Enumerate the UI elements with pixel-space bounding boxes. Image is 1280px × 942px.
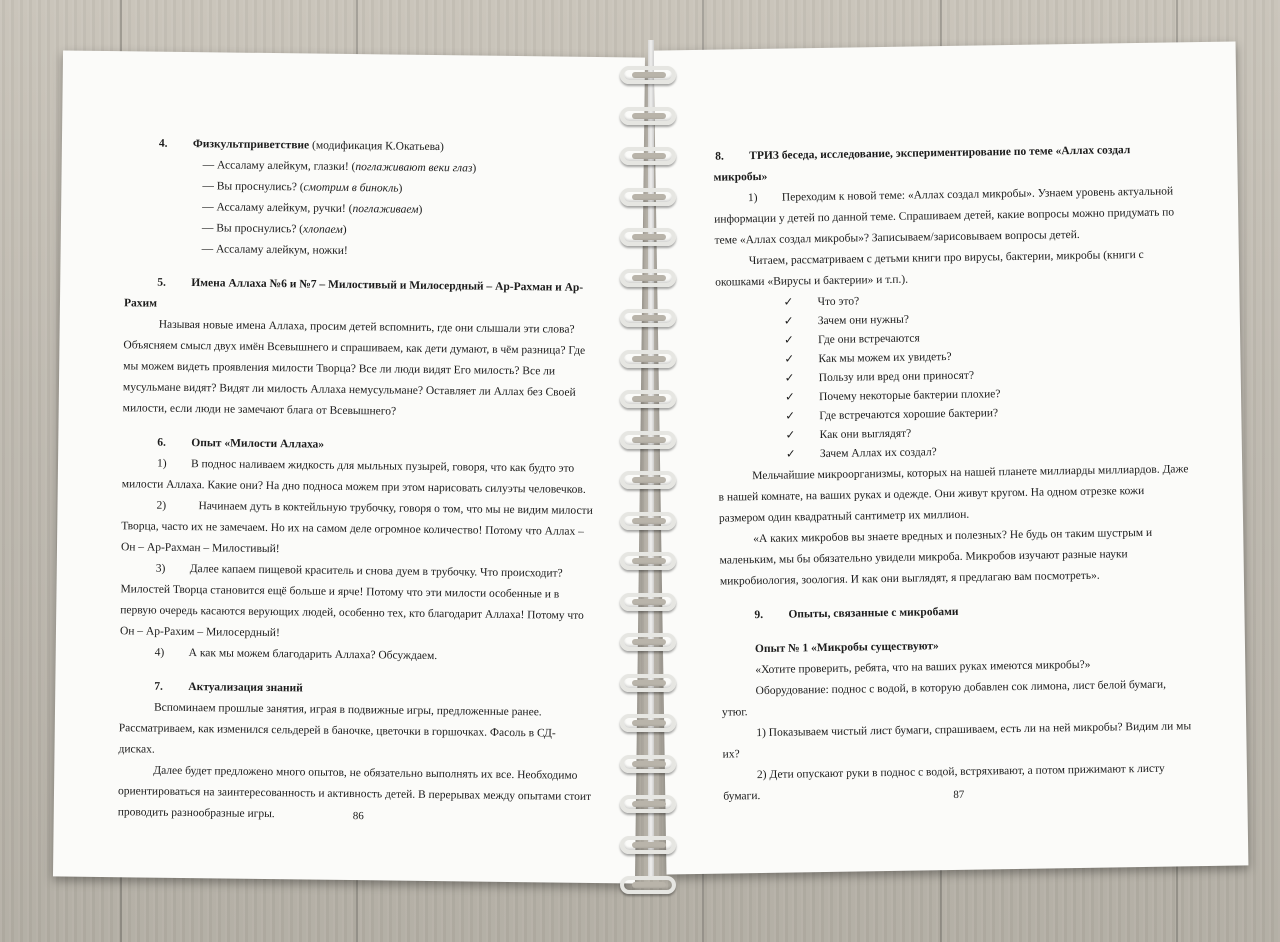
text-line <box>719 506 970 529</box>
binding-ring <box>612 265 684 291</box>
text-span: окошками «Вирусы и бактерии» и т.п.). <box>715 273 909 289</box>
text-span: мусульмане видят? Видят ли милость Аллаха немусульмане? Оставляет ли Аллах без Своей <box>122 381 576 399</box>
text-line <box>121 538 280 559</box>
ring-coil <box>620 836 676 854</box>
text-span: теме «Аллах создал микробы»? Записываем/зарисовываем вопросы детей. <box>714 228 1080 247</box>
text-line <box>155 644 165 663</box>
spiral-binding <box>612 40 692 880</box>
text-line <box>119 719 556 743</box>
text-span: «А каких микробов вы знаете вредных и полезных? Не будь он таким шустрым и <box>753 526 1153 546</box>
text-span: ТРИЗ беседа, исследование, экспериментирование по теме «Аллах создал <box>749 144 1131 163</box>
binding-ring <box>612 386 684 412</box>
ring-coil <box>620 552 676 570</box>
text-span: Имена Аллаха №6 и №7 – Милостивый и Милосердный – Ар-Рахман и Ар- <box>191 277 584 294</box>
text-span: ✓ <box>784 391 795 404</box>
text-line <box>124 294 157 313</box>
text-line <box>785 369 795 388</box>
text-line <box>817 292 859 312</box>
ring-coil <box>620 714 676 732</box>
text-span: бумаги. <box>723 790 761 803</box>
binding-ring <box>612 710 684 736</box>
text-line <box>755 637 939 659</box>
text-line <box>819 367 975 388</box>
text-span: 2) <box>156 499 167 512</box>
text-line <box>190 560 563 584</box>
binding-ring <box>612 305 684 331</box>
text-span: Милостей Творца становится ещё больше и ярче! Потому что эти милости особенные и в <box>120 583 560 601</box>
text-span: поглаживаем <box>352 203 419 216</box>
text-line <box>818 311 909 331</box>
text-line <box>202 219 347 240</box>
text-line <box>820 443 937 464</box>
text-span: 2) Дети опускают руки в поднос с водой, встряхивают, а потом прижимают к листу <box>756 762 1165 782</box>
text-span: ✓ <box>784 334 794 347</box>
text-span: — Ассаламу алейкум, глазки! ( <box>202 159 356 174</box>
text-span: 4. <box>158 137 168 150</box>
text-span: Где встречаются хорошие бактерии? <box>819 407 999 423</box>
text-span: Вспоминаем прошлые занятия, играя в подвижные игры, предложенные ранее. <box>153 701 542 719</box>
text-span: Опыт № 1 «Микробы существуют» <box>754 640 939 656</box>
text-line <box>120 580 559 604</box>
text-line <box>818 329 920 350</box>
text-span: 9. <box>754 608 764 622</box>
text-line <box>722 745 739 764</box>
text-line <box>784 312 794 331</box>
text-span: Творца, часто их не замечаем. Но их на самом деле огромное количество! Потому что Аллах – <box>121 520 585 538</box>
text-line <box>786 445 796 464</box>
text-line <box>159 316 575 340</box>
text-span: 7. <box>154 680 163 693</box>
text-line <box>202 177 402 198</box>
binding-ring <box>612 508 684 534</box>
text-line <box>784 331 794 350</box>
text-line <box>788 603 958 625</box>
text-span: хлопаем <box>302 223 343 236</box>
text-span: ориентироваться на заинтересованность и активность детей. В перерывах между опытами стоит <box>117 785 592 803</box>
binding-ring <box>612 103 684 129</box>
text-span: 4) <box>154 646 165 659</box>
text-span: смотрим в бинокль <box>303 181 399 195</box>
ring-coil <box>620 309 676 327</box>
text-line <box>748 189 758 208</box>
text-span: ✓ <box>785 429 796 442</box>
text-span: мы можем видеть проявления милости Творца? Все ли люди видят Его милость? Все ли <box>123 360 556 378</box>
text-span: Где они встречаются <box>818 332 920 347</box>
text-span: Зачем Аллах их создал? <box>819 446 937 461</box>
text-span: Опыты, связанные с микробами <box>788 605 959 621</box>
text-line <box>785 426 795 445</box>
text-span: 1) <box>747 192 758 205</box>
text-span: Пользу или вред они приносят? <box>818 369 975 385</box>
ring-coil <box>620 269 676 287</box>
text-span: размером один квадратный сантиметр их миллион. <box>718 508 970 525</box>
binding-ring <box>612 184 684 210</box>
text-span: Актуализация знаний <box>188 681 303 695</box>
ring-coil <box>620 390 676 408</box>
text-span: — Ассаламу алейкум, ножки! <box>201 243 348 257</box>
text-line <box>819 404 998 426</box>
text-line <box>784 350 794 369</box>
text-span: Как мы можем их увидеть? <box>818 350 952 366</box>
text-span: 1) Показываем чистый лист бумаги, спрашиваем, есть ли на ней микробы? Видим ли мы <box>756 720 1192 740</box>
ring-coil <box>620 147 676 165</box>
text-line <box>154 678 163 697</box>
text-line <box>755 676 1166 701</box>
text-span: ✓ <box>785 410 796 423</box>
ring-coil <box>620 107 676 125</box>
text-span: Рассматриваем, как изменился сельдерей в баночке, цветочки в горшочках. Фасоль в СД- <box>118 722 556 740</box>
text-line <box>757 760 1165 785</box>
text-line <box>191 274 583 298</box>
text-span: Оборудование: поднос с водой, в которую добавлен сок лимона, лист белой бумаги, <box>755 678 1167 698</box>
binding-ring <box>612 62 684 88</box>
text-span: 8. <box>715 150 724 163</box>
text-span: Объясняем смысл двух имён Всевышнего и спрашиваем, как дети думают, в чём разница? Где <box>123 339 586 357</box>
text-line <box>715 271 908 293</box>
text-span: Далее капаем пищевой краситель и снова дуем в трубочку. Что происходит? <box>189 563 563 580</box>
text-span: Начинаем дуть в коктейльную трубочку, говоря о том, что мы не видим милости <box>198 500 593 517</box>
text-line <box>722 703 748 722</box>
text-span: в нашей комнате, на ваших руках и одежде. Они живут кругом. На одном отрезке кожи <box>718 484 1145 504</box>
text-span: Опыт «Милости Аллаха» <box>191 437 325 451</box>
binding-ring <box>612 467 684 493</box>
text-span: Далее будет предложено много опытов, не обязательно выполнять их все. Необходимо <box>153 764 578 782</box>
text-line <box>755 656 1090 680</box>
text-line <box>191 455 574 479</box>
binding-ring <box>612 629 684 655</box>
text-span: Он – Ар-Рахман – Милостивый! <box>120 541 280 556</box>
ring-coil <box>620 876 676 894</box>
text-span: — Ассаламу алейкум, ручки! ( <box>202 201 353 216</box>
text-line <box>154 699 542 723</box>
text-span: ) <box>472 162 477 175</box>
text-line <box>118 803 275 824</box>
ring-coil <box>620 674 676 692</box>
ring-coil <box>620 66 676 84</box>
binding-ring <box>612 872 684 898</box>
text-span: маленьким, мы бы обязательно увидели микроба. Микробов изучают разные науки <box>719 548 1128 567</box>
ring-coil <box>620 633 676 651</box>
text-span: ) <box>398 182 403 195</box>
binding-ring <box>612 224 684 250</box>
text-span: утюг. <box>721 706 748 719</box>
text-span: (модификация К.Окатьева) <box>309 139 444 154</box>
text-span: микробиология, зоология. И как они выглядят, я предлагаю вам посмотреть». <box>719 569 1100 588</box>
text-line <box>749 246 1144 271</box>
text-span: Рахим <box>123 297 158 310</box>
text-span: ) <box>342 223 347 236</box>
ring-coil <box>620 350 676 368</box>
text-span: Он – Ар-Рахим – Милосердный! <box>119 625 280 640</box>
ring-coil <box>620 755 676 773</box>
binding-ring <box>612 346 684 372</box>
text-span: микробы» <box>713 170 768 184</box>
text-line <box>189 644 438 666</box>
text-line <box>157 455 167 474</box>
binding-ring <box>612 143 684 169</box>
text-line <box>720 567 1100 592</box>
text-span: дисках. <box>118 743 155 756</box>
ring-coil <box>620 593 676 611</box>
text-span: ) <box>418 203 423 216</box>
text-line <box>191 434 324 455</box>
text-span: ✓ <box>784 353 795 366</box>
text-span: Как они выглядят? <box>819 427 912 442</box>
text-line <box>157 274 166 293</box>
text-span: Мельчайшие микроорганизмы, которых на нашей планете миллиарды миллиардов. Даже <box>752 463 1189 483</box>
ring-coil <box>620 512 676 530</box>
text-line <box>715 148 724 167</box>
text-span: Называя новые имена Аллаха, просим детей вспомнить, где они слышали эти слова? <box>158 318 575 336</box>
text-line <box>123 357 555 381</box>
ring-coil <box>620 431 676 449</box>
text-span: первую очередь касаются верующих людей, особенно тех, кто благодарит Аллаха! Потому что <box>120 604 584 622</box>
text-span: милости, если люди не замечают блага от Всевышнего? <box>122 402 397 418</box>
text-span: ✓ <box>785 448 796 461</box>
text-span: 5. <box>157 276 166 289</box>
binding-ring <box>612 548 684 574</box>
text-span: 3) <box>155 562 166 575</box>
ring-coil <box>620 228 676 246</box>
text-span: Почему некоторые бактерии плохие? <box>818 388 1001 404</box>
text-span: милости Аллаха. Какие они? На дно подноса можем при этом нарисовать силуэты человечков. <box>121 478 586 496</box>
text-span: информации у детей по данной теме. Спрашиваем детей, какие вопросы можно придумать по <box>714 206 1175 226</box>
text-span: Зачем они нужны? <box>817 313 909 328</box>
text-span: ✓ <box>784 372 795 385</box>
text-line <box>756 717 1191 743</box>
text-line <box>785 388 795 407</box>
text-line <box>203 156 477 178</box>
text-line <box>188 678 303 698</box>
text-span: 1) <box>156 457 167 470</box>
binding-ring <box>612 670 684 696</box>
text-line <box>120 622 280 643</box>
text-span: ✓ <box>783 315 794 328</box>
text-span: поглаживают веки глаз <box>355 161 473 175</box>
text-line <box>153 762 577 786</box>
text-line <box>157 434 166 453</box>
text-line <box>198 497 592 521</box>
right-page <box>654 41 1249 874</box>
binding-ring <box>612 427 684 453</box>
text-line <box>754 606 763 625</box>
text-line <box>718 482 1144 508</box>
text-line <box>818 348 951 369</box>
page-number: 86 <box>352 810 364 823</box>
text-span: — Вы проснулись? ( <box>201 222 304 236</box>
text-span: Что это? <box>817 295 860 309</box>
text-span: ✓ <box>783 296 794 309</box>
text-line <box>723 787 760 807</box>
text-line <box>819 425 911 445</box>
text-line <box>156 560 166 579</box>
text-line <box>785 407 795 426</box>
binding-ring <box>612 751 684 777</box>
text-line <box>118 740 154 759</box>
text-line <box>783 293 793 312</box>
ring-coil <box>620 188 676 206</box>
text-span: А как мы можем благодарить Аллаха? Обсуждаем. <box>188 647 438 663</box>
binding-ring <box>612 832 684 858</box>
text-line <box>202 240 348 261</box>
binding-ring <box>612 791 684 817</box>
ring-coil <box>620 471 676 489</box>
binding-ring <box>612 589 684 615</box>
text-span: Физкультприветствие <box>192 138 310 152</box>
text-line <box>193 135 444 157</box>
text-line <box>123 399 397 421</box>
text-span: — Вы проснулись? ( <box>202 180 304 194</box>
text-line <box>122 475 586 500</box>
left-page <box>53 50 645 883</box>
text-span: проводить разнообразные игры. <box>117 806 275 821</box>
text-span: 6. <box>157 436 166 449</box>
text-line <box>749 141 1130 166</box>
text-line <box>159 135 168 154</box>
ring-coil <box>620 795 676 813</box>
text-span: «Хотите проверить, ребята, что на ваших руках имеются микробы?» <box>755 658 1091 677</box>
text-span: В поднос наливаем жидкость для мыльных пузырей, говоря, что как будто это <box>190 458 575 475</box>
text-line <box>156 497 166 516</box>
text-span: их? <box>722 748 740 761</box>
text-line <box>202 198 422 220</box>
text-span: Читаем, рассматриваем с детьми книги про вирусы, бактерии, микробы (книги с <box>748 248 1144 268</box>
text-line <box>713 168 767 188</box>
page-number: 87 <box>953 788 965 802</box>
text-span: Переходим к новой теме: «Аллах создал микробы». Узнаем уровень актуальной <box>781 185 1174 204</box>
